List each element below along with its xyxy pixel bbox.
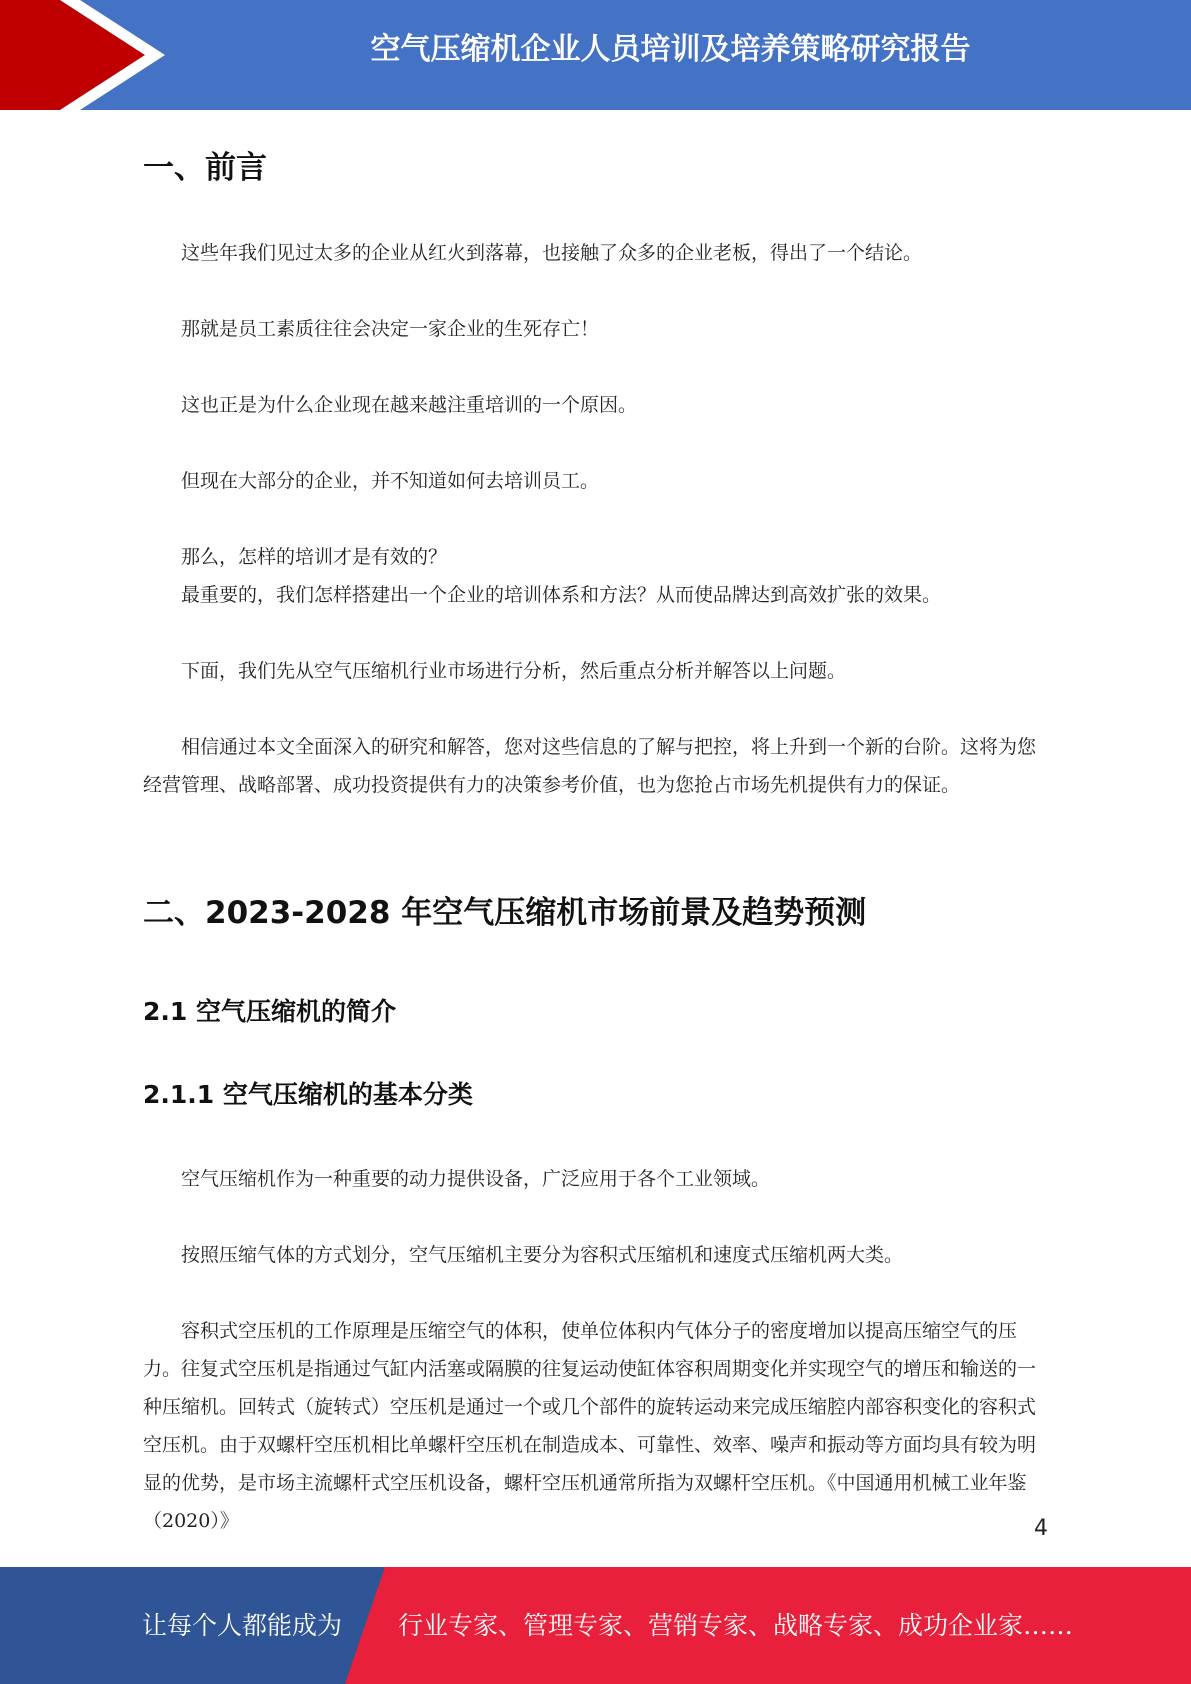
paragraph: 这也正是为什么企业现在越来越注重培训的一个原因。 — [181, 394, 638, 416]
paragraph: 按照压缩气体的方式划分，空气压缩机主要分为容积式压缩机和速度式压缩机两大类。 — [181, 1244, 904, 1266]
section-2-heading: 二、2023-2028 年空气压缩机市场前景及趋势预测 — [143, 895, 867, 931]
paragraph: 相信通过本文全面深入的研究和解答，您对这些信息的了解与把控，将上升到一个新的台阶。这将为您经营管理、战略部署、成功投资提供有力的决策参考价值，也为您抢占市场先机提供有力的保证。 — [143, 736, 1037, 796]
subsection-2-1-1-heading: 2.1.1 空气压缩机的基本分类 — [143, 1080, 473, 1109]
header-banner — [0, 0, 1191, 110]
header-red-arrow — [0, 0, 145, 110]
paragraph: 下面，我们先从空气压缩机行业市场进行分析，然后重点分析并解答以上问题。 — [181, 660, 847, 682]
page-number: 4 — [1034, 1516, 1048, 1541]
paragraph: 但现在大部分的企业，并不知道如何去培训员工。 — [181, 470, 600, 492]
header-title: 空气压缩机企业人员培训及培养策略研究报告 — [370, 32, 971, 67]
paragraph: 这些年我们见过太多的企业从红火到落幕，也接触了众多的企业老板，得出了一个结论。 — [181, 242, 923, 264]
section-1-heading: 一、前言 — [143, 150, 267, 186]
footer-slogan-right: 行业专家、管理专家、营销专家、战略专家、成功企业家…… — [398, 1611, 1074, 1640]
paragraph: 空气压缩机作为一种重要的动力提供设备，广泛应用于各个工业领域。 — [181, 1168, 771, 1190]
paragraph: 最重要的，我们怎样搭建出一个企业的培训体系和方法？从而使品牌达到高效扩张的效果。 — [181, 584, 942, 606]
paragraph: 那么，怎样的培训才是有效的？ — [181, 546, 448, 568]
footer-slogan-left: 让每个人都能成为 — [142, 1611, 343, 1640]
paragraph: 容积式空压机的工作原理是压缩空气的体积，使单位体积内气体分子的密度增加以提高压缩空气的压力。往复式空压机是指通过气缸内活塞或隔膜的往复运动使缸体容积周期变化并实现空气的增压和输送的一种压缩机。回转式（旋转式）空压机是通过一个或几个部件的旋转运动来完成压缩腔内部容积变化的容积式空压机。由于双螺杆空压机相比单螺杆空压机在制造成本、可靠性、效率、噪声和振动等方面均具有较为明显的优势，是市场主流螺杆式空压机设备，螺杆空压机通常所指为双螺杆空压机。《中国通用机械工业年鉴（2020）》 — [143, 1320, 1037, 1532]
paragraph: 那就是员工素质往往会决定一家企业的生死存亡！ — [181, 318, 600, 340]
subsection-2-1-heading: 2.1 空气压缩机的简介 — [143, 997, 396, 1026]
footer-banner — [0, 1567, 1191, 1684]
